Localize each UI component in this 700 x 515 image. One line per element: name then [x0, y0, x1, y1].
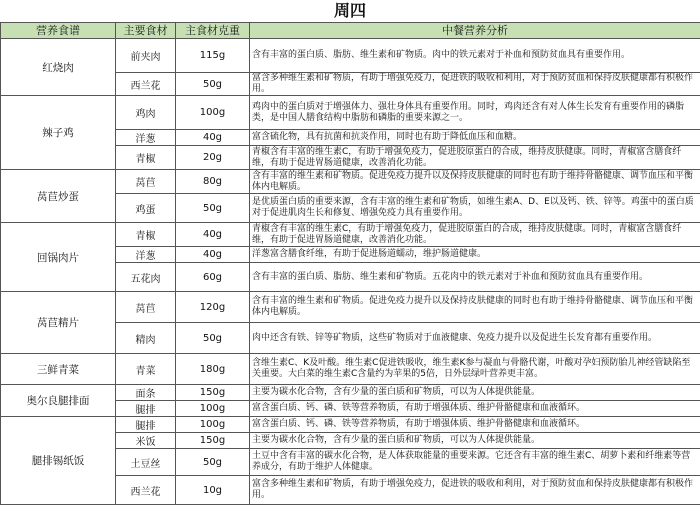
dish-name: 奥尔良腿排面	[1, 385, 116, 417]
table-row	[1, 292, 700, 323]
grams-cell: 10g	[176, 476, 250, 505]
ingredient-cell: 莴苣	[116, 292, 176, 323]
grams-cell: 60g	[176, 263, 250, 292]
table-row	[1, 96, 700, 130]
nutrition-analysis-cell: 鸡肉中的蛋白质对于增强体力、强壮身体具有重要作用。同时，鸡肉还含有对人体生长发育有重要作用的磷脂类，是中国人膳食结构中脂肪和磷脂的重要来源之一。	[250, 96, 700, 130]
grams-cell: 40g	[176, 223, 250, 247]
nutrition-analysis-cell: 含有丰富的蛋白质、脂肪、维生素和矿物质。肉中的铁元素对于补血和预防贫血具有重要作用。	[250, 39, 700, 73]
ingredient-cell: 西兰花	[116, 73, 176, 96]
grams-cell: 50g	[176, 449, 250, 476]
ingredient-cell: 莴苣	[116, 170, 176, 194]
grams-cell: 100g	[176, 96, 250, 130]
ingredient-cell: 米饭	[116, 433, 176, 449]
grams-cell: 40g	[176, 247, 250, 263]
header-grams: 主食材克重	[176, 23, 250, 39]
nutrition-analysis-cell: 富含硫化物，具有抗菌和抗炎作用，同时也有助于降低血压和血糖。	[250, 130, 700, 146]
nutrition-analysis-cell: 富含多种维生素和矿物质，有助于增强免疫力，促进铁的吸收和利用，对于预防贫血和保持皮肤健康都有积极作用。	[250, 476, 700, 505]
table-row	[1, 223, 700, 247]
header-dish: 营养食谱	[1, 23, 116, 39]
ingredient-cell: 洋葱	[116, 130, 176, 146]
grams-cell: 150g	[176, 433, 250, 449]
ingredient-cell: 青椒	[116, 146, 176, 170]
ingredient-cell: 五花肉	[116, 263, 176, 292]
page-title: 周四	[0, 0, 700, 23]
header-ingredient: 主要食材	[116, 23, 176, 39]
nutrition-analysis-cell: 含有丰富的维生素和矿物质。促进免疫力提升以及保持皮肤健康的同时也有助于维持骨骼健康、调节血压和平衡体内电解质。	[250, 170, 700, 194]
ingredient-cell: 腿排	[116, 417, 176, 433]
nutrition-analysis-cell: 是优质蛋白质的重要来源，含有丰富的维生素和矿物质，如维生素A、D、E以及钙、铁、锌等。鸡蛋中的蛋白质对于促进肌肉生长和修复、增强免疫力具有重要作用。	[250, 194, 700, 223]
nutrition-analysis-cell: 富含多种维生素和矿物质，有助于增强免疫力，促进铁的吸收和利用，对于预防贫血和保持皮肤健康都有积极作用。	[250, 73, 700, 96]
grams-cell: 100g	[176, 417, 250, 433]
ingredient-cell: 鸡肉	[116, 96, 176, 130]
nutrition-analysis-cell: 含有丰富的蛋白质、脂肪、维生素和矿物质。五花肉中的铁元素对于补血和预防贫血具有重要作用。	[250, 263, 700, 292]
nutrition-analysis-cell: 主要为碳水化合物，含有少量的蛋白质和矿物质，可以为人体提供能量。	[250, 385, 700, 401]
nutrition-analysis-cell: 含维生素C、K及叶酸。维生素C促进铁吸收，维生素K参与凝血与骨骼代谢，叶酸对孕妇预防胎儿神经管缺陷至关重要。大白菜的维生素C含量约为苹果的5倍，日外层绿叶营养更丰富。	[250, 354, 700, 385]
grams-cell: 120g	[176, 292, 250, 323]
dish-name: 辣子鸡	[1, 96, 116, 170]
grams-cell: 40g	[176, 130, 250, 146]
grams-cell: 150g	[176, 385, 250, 401]
nutrition-analysis-cell: 富含蛋白质、钙、磷、铁等营养物质，有助于增强体质、维护骨骼健康和血液循环。	[250, 417, 700, 433]
grams-cell: 50g	[176, 323, 250, 354]
grams-cell: 20g	[176, 146, 250, 170]
grams-cell: 50g	[176, 194, 250, 223]
dish-name: 回锅肉片	[1, 223, 116, 292]
grams-cell: 80g	[176, 170, 250, 194]
nutrition-analysis-cell: 含有丰富的维生素和矿物质。促进免疫力提升以及保持皮肤健康的同时也有助于维持骨骼健康、调节血压和平衡体内电解质。	[250, 292, 700, 323]
grams-cell: 100g	[176, 401, 250, 417]
ingredient-cell: 土豆丝	[116, 449, 176, 476]
dish-name: 莴苣精片	[1, 292, 116, 354]
dish-name: 腿排锡纸饭	[1, 417, 116, 505]
ingredient-cell: 面条	[116, 385, 176, 401]
dish-name: 莴苣炒蛋	[1, 170, 116, 223]
ingredient-cell: 西兰花	[116, 476, 176, 505]
nutrition-analysis-cell: 洋葱富含膳食纤维，有助于促进肠道蠕动，维护肠道健康。	[250, 247, 700, 263]
table-row	[1, 39, 700, 73]
dish-name: 红烧肉	[1, 39, 116, 96]
dish-name: 三鲜青菜	[1, 354, 116, 385]
grams-cell: 115g	[176, 39, 250, 73]
ingredient-cell: 青菜	[116, 354, 176, 385]
grams-cell: 180g	[176, 354, 250, 385]
nutrition-analysis-cell: 青椒含有丰富的维生素C，有助于增强免疫力，促进胶原蛋白的合成，维持皮肤健康。同时，青椒富含膳食纤维，有助于促进胃肠道健康，改善消化功能。	[250, 146, 700, 170]
nutrition-analysis-cell: 土豆中含有丰富的碳水化合物，是人体获取能量的重要来源。它还含有丰富的维生素C、胡萝卜素和纤维素等营养成分，有助于维护人体健康。	[250, 449, 700, 476]
nutrition-analysis-cell: 富含蛋白质、钙、磷、铁等营养物质，有助于增强体质、维护骨骼健康和血液循环。	[250, 401, 700, 417]
table-row	[1, 354, 700, 385]
nutrition-analysis-cell: 肉中还含有铁、锌等矿物质，这些矿物质对于血液健康、免疫力提升以及促进生长发育都有重要作用。	[250, 323, 700, 354]
grams-cell: 50g	[176, 73, 250, 96]
table-row	[1, 170, 700, 194]
table-row	[1, 385, 700, 401]
ingredient-cell: 青椒	[116, 223, 176, 247]
table-body	[1, 39, 700, 505]
ingredient-cell: 精肉	[116, 323, 176, 354]
nutrition-table	[0, 23, 700, 505]
ingredient-cell: 前夹肉	[116, 39, 176, 73]
ingredient-cell: 洋葱	[116, 247, 176, 263]
nutrition-analysis-cell: 主要为碳水化合物，含有少量的蛋白质和矿物质，可以为人体提供能量。	[250, 433, 700, 449]
table-header-row	[1, 23, 700, 39]
nutrition-analysis-cell: 青椒含有丰富的维生素C，有助于增强免疫力，促进胶原蛋白的合成，维持皮肤健康。同时，青椒富含膳食纤维，有助于促进胃肠道健康，改善消化功能。	[250, 223, 700, 247]
header-analysis: 中餐营养分析	[250, 23, 700, 39]
ingredient-cell: 腿排	[116, 401, 176, 417]
ingredient-cell: 鸡蛋	[116, 194, 176, 223]
table-row	[1, 417, 700, 433]
